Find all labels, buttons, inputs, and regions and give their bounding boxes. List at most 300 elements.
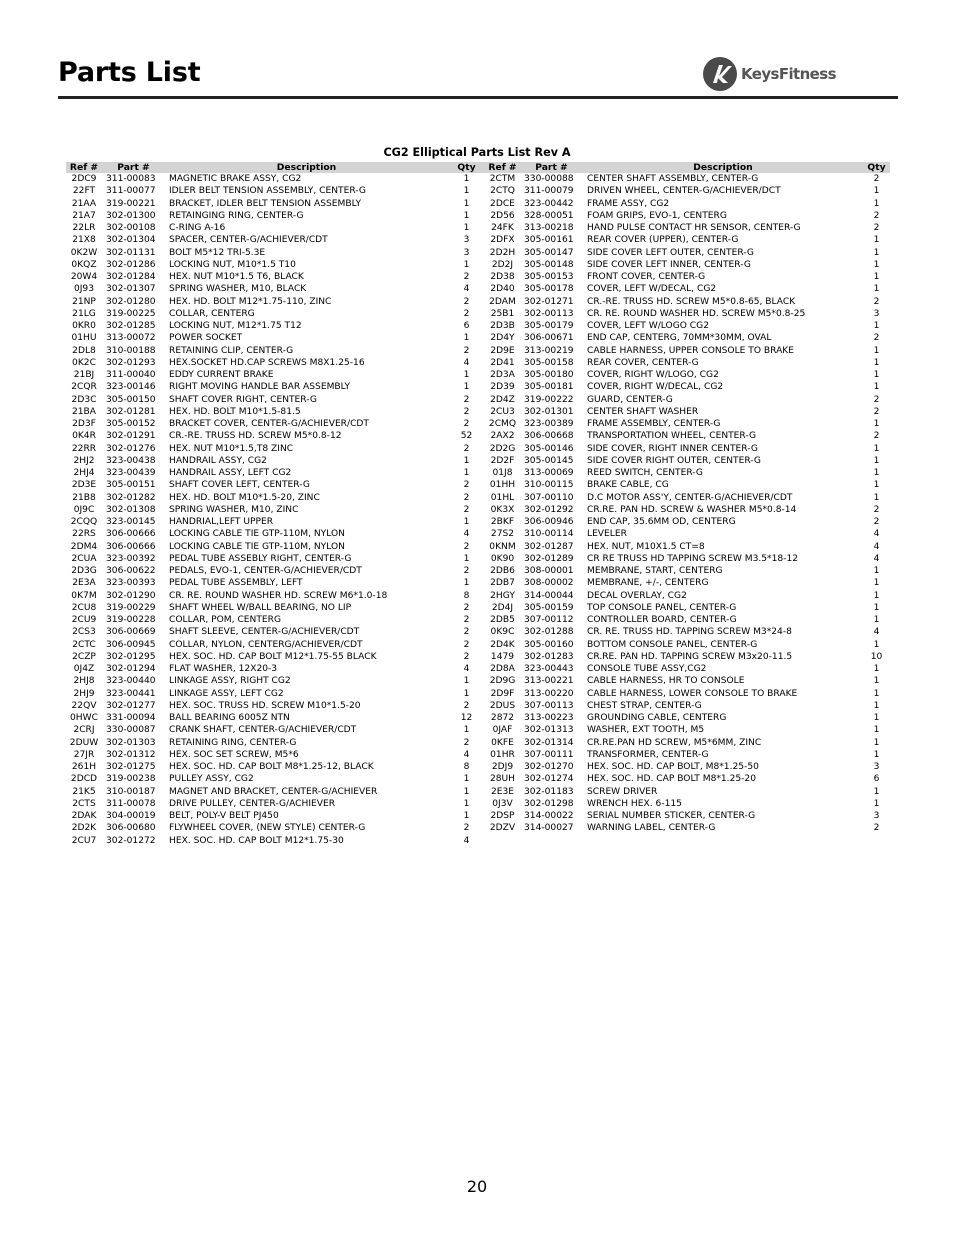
description-cell: SIDE COVER LEFT INNER, CENTER-G: [587, 259, 751, 270]
ref-number-cell: 27JR: [73, 749, 95, 760]
ref-number-cell: 2DB6: [490, 566, 515, 576]
table-row: [66, 296, 890, 308]
quantity-cell: 2: [463, 296, 470, 307]
ref-number-cell: 2D3F: [72, 419, 96, 429]
part-number-cell: 305-00146: [524, 443, 574, 454]
quantity-cell: 4: [463, 357, 470, 368]
ref-number-cell: 2D9F: [490, 688, 515, 699]
keys-fitness-logo-icon: [702, 56, 738, 92]
ref-number-cell: 2DUW: [69, 737, 99, 748]
quantity-cell: 2: [463, 566, 470, 576]
quantity-cell: 1: [463, 468, 470, 478]
table-row: [66, 663, 890, 675]
ref-number-cell: 0KQZ: [71, 259, 97, 270]
part-number-cell: 330-00088: [524, 174, 574, 184]
description-cell: RETAINGING RING, CENTER-G: [169, 210, 304, 221]
quantity-cell: 2: [873, 406, 880, 417]
quantity-cell: 2: [463, 394, 470, 405]
quantity-cell: 2: [873, 174, 880, 184]
part-number-cell: 302-01283: [524, 651, 574, 662]
ref-number-cell: 21BJ: [73, 370, 95, 380]
part-number-cell: 306-00666: [106, 541, 156, 552]
ref-number-cell: 2CQQ: [70, 517, 98, 527]
ref-number-cell: 2D2F: [490, 455, 515, 466]
ref-number-cell: 25B1: [490, 308, 515, 319]
ref-number-cell: 2CRJ: [73, 725, 95, 736]
part-number-cell: 306-00668: [524, 431, 574, 442]
description-cell: WASHER, EXT TOOTH, M5: [587, 725, 705, 736]
description-cell: CRANK SHAFT, CENTER-G/ACHIEVER/CDT: [169, 725, 357, 736]
ref-number-cell: 2D40: [490, 284, 515, 295]
description-cell: HEX. HD. BOLT M12*1.75-110, ZINC: [169, 296, 332, 307]
ref-number-cell: 2CTQ: [490, 186, 515, 197]
description-cell: HANDRAIL ASSY, CG2: [169, 455, 267, 466]
ref-number-cell: 22LR: [72, 223, 96, 233]
ref-number-cell: 21NP: [72, 296, 96, 307]
part-number-cell: 306-00666: [106, 529, 156, 540]
description-cell: TOP CONSOLE PANEL, CENTER-G: [587, 602, 737, 613]
quantity-cell: 4: [873, 529, 880, 540]
quantity-cell: 2: [873, 223, 880, 233]
quantity-cell: 2: [463, 737, 470, 748]
ref-number-cell: 2DSP: [490, 811, 515, 821]
quantity-cell: 3: [873, 308, 880, 319]
part-number-cell: 323-00441: [106, 688, 156, 699]
quantity-cell: 1: [873, 664, 880, 674]
description-cell: HEX. NUT M10*1.5,T8 ZINC: [169, 443, 294, 454]
ref-number-cell: 2E3A: [72, 578, 96, 589]
description-cell: FOAM GRIPS, EVO-1, CENTERG: [587, 210, 727, 221]
part-number-cell: 306-00680: [106, 823, 156, 834]
description-cell: BOLT M5*12 TRI-5.3E: [169, 247, 266, 258]
ref-number-cell: 01HR: [490, 749, 515, 760]
description-cell: FRAME ASSEMBLY, CENTER-G: [587, 419, 721, 429]
column-header: Description: [165, 162, 448, 173]
part-number-cell: 302-01287: [524, 541, 574, 552]
ref-number-cell: 2HJ4: [73, 468, 95, 478]
ref-number-cell: 2DJ9: [491, 762, 514, 772]
part-number-cell: 302-01282: [106, 492, 156, 503]
part-number-cell: 305-00160: [524, 639, 574, 650]
column-header: Qty: [863, 162, 890, 173]
quantity-cell: 2: [873, 333, 880, 344]
quantity-cell: 6: [463, 321, 470, 331]
ref-number-cell: 2D56: [490, 210, 515, 221]
ref-number-cell: 1479: [490, 651, 515, 662]
ref-number-cell: 24FK: [491, 223, 514, 233]
description-cell: TRANSPORTATION WHEEL, CENTER-G: [587, 431, 757, 442]
ref-number-cell: 0K9C: [490, 627, 515, 638]
ref-number-cell: 21X8: [72, 235, 96, 246]
description-cell: GROUNDING CABLE, CENTERG: [587, 713, 727, 723]
part-number-cell: 323-00389: [524, 419, 574, 429]
table-row: [66, 467, 890, 479]
ref-number-cell: 2DZV: [489, 823, 516, 834]
table-row: [66, 749, 890, 761]
quantity-cell: 4: [463, 284, 470, 295]
part-number-cell: 302-01303: [106, 737, 156, 748]
ref-number-cell: 2CZP: [72, 651, 96, 662]
description-cell: HANDRAIL ASSY, LEFT CG2: [169, 468, 292, 478]
part-number-cell: 302-01270: [524, 762, 574, 772]
part-number-cell: 305-00148: [524, 259, 574, 270]
ref-number-cell: 2CU3: [490, 406, 515, 417]
part-number-cell: 313-00221: [524, 676, 574, 687]
quantity-cell: 1: [463, 174, 470, 184]
ref-number-cell: 22RS: [72, 529, 96, 540]
quantity-cell: 1: [873, 419, 880, 429]
column-header: Ref #: [485, 162, 520, 173]
part-number-cell: 319-00229: [106, 602, 156, 613]
ref-number-cell: 2CU7: [71, 835, 97, 846]
part-number-cell: 305-00158: [524, 357, 574, 368]
part-number-cell: 319-00221: [106, 198, 156, 209]
quantity-cell: 1: [873, 455, 880, 466]
part-number-cell: 302-01288: [524, 627, 574, 638]
table-row: [66, 700, 890, 712]
part-number-cell: 305-00145: [524, 455, 574, 466]
ref-number-cell: 21AA: [71, 198, 97, 209]
table-row: [66, 737, 890, 749]
table-row: [66, 504, 890, 516]
quantity-cell: 1: [463, 517, 470, 527]
table-row: [66, 724, 890, 736]
description-cell: LINKAGE ASSY, LEFT CG2: [169, 688, 284, 699]
quantity-cell: 1: [463, 455, 470, 466]
part-number-cell: 302-01300: [106, 210, 156, 221]
quantity-cell: 1: [873, 272, 880, 282]
description-cell: PEDAL TUBE ASSEBLY RIGHT, CENTER-G: [169, 553, 352, 564]
description-cell: SIDE COVER LEFT OUTER, CENTER-G: [587, 247, 754, 258]
logo-text: KeysFitness: [741, 65, 836, 83]
part-number-cell: 307-00111: [524, 749, 574, 760]
part-number-cell: 319-00222: [524, 394, 574, 405]
ref-number-cell: 2DAM: [489, 296, 516, 307]
ref-number-cell: 2DUS: [489, 700, 516, 711]
quantity-cell: 1: [873, 578, 880, 589]
column-header: Ref #: [66, 162, 102, 173]
description-cell: [583, 835, 863, 847]
quantity-cell: 1: [463, 382, 470, 393]
description-cell: FLYWHEEL COVER, (NEW STYLE) CENTER-G: [169, 823, 366, 834]
quantity-cell: 4: [873, 627, 880, 638]
ref-number-cell: 2D3E: [71, 480, 97, 491]
description-cell: CR.RE.PAN HD SCREW, M5*6MM, ZINC: [587, 737, 762, 748]
part-number-cell: 302-01131: [106, 247, 156, 258]
quantity-cell: 1: [873, 676, 880, 687]
part-number-cell: 302-01294: [106, 664, 156, 674]
ref-number-cell: 0K90: [490, 553, 515, 564]
ref-number-cell: 2D4K: [490, 639, 515, 650]
quantity-cell: 1: [873, 357, 880, 368]
part-number-cell: 311-00040: [106, 370, 156, 380]
description-cell: COVER, LEFT W/DECAL, CG2: [587, 284, 717, 295]
part-number-cell: 307-00112: [524, 615, 574, 625]
part-number-cell: 302-01304: [106, 235, 156, 246]
description-cell: RIGHT MOVING HANDLE BAR ASSEMBLY: [169, 382, 351, 393]
quantity-cell: 1: [873, 590, 880, 601]
table-row: [66, 810, 890, 822]
quantity-cell: 1: [873, 639, 880, 650]
ref-number-cell: 2DC9: [71, 174, 97, 184]
ref-number-cell: 2D9G: [489, 676, 516, 687]
description-cell: COLLAR, POM, CENTERG: [169, 615, 282, 625]
part-number-cell: 310-00187: [106, 786, 156, 797]
quantity-cell: 4: [873, 553, 880, 564]
ref-number-cell: 22FT: [72, 186, 96, 197]
description-cell: RETAINING RING, CENTER-G: [169, 737, 297, 748]
description-cell: BRACKET COVER, CENTER-G/ACHIEVER/CDT: [169, 419, 369, 429]
table-row: [66, 369, 890, 381]
part-number-cell: 302-01276: [106, 443, 156, 454]
table-row: [66, 761, 890, 773]
description-cell: BELT, POLY-V BELT PJ450: [169, 811, 279, 821]
ref-number-cell: 2D8A: [490, 664, 515, 674]
quantity-cell: 2: [463, 406, 470, 417]
part-number-cell: 328-00051: [524, 210, 574, 221]
part-number-cell: 306-00669: [106, 627, 156, 638]
quantity-cell: 2: [463, 602, 470, 613]
description-cell: WRENCH HEX. 6-115: [587, 798, 682, 809]
table-row: [66, 492, 890, 504]
quantity-cell: 1: [873, 700, 880, 711]
description-cell: HEX. SOC. HD. CAP BOLT M8*1.25-20: [587, 774, 756, 785]
description-cell: HEX.SOCKET HD.CAP SCREWS M8X1.25-16: [169, 357, 365, 368]
ref-number-cell: 2DCE: [490, 198, 515, 209]
description-cell: MEMBRANE, START, CENTERG: [587, 566, 723, 576]
description-cell: MAGNET AND BRACKET, CENTER-G/ACHIEVER: [169, 786, 378, 797]
quantity-cell: 1: [873, 321, 880, 331]
part-number-cell: 302-01295: [106, 651, 156, 662]
description-cell: HEX. SOC. HD. CAP BOLT M12*1.75-55 BLACK: [169, 651, 377, 662]
description-cell: HEX. SOC. HD. CAP BOLT M8*1.25-12, BLACK: [169, 762, 374, 772]
part-number-cell: 311-00083: [106, 174, 156, 184]
ref-number-cell: 2D41: [490, 357, 515, 368]
part-number-cell: 302-00108: [106, 223, 156, 233]
description-cell: POWER SOCKET: [169, 333, 243, 344]
ref-number-cell: 0J9C: [73, 504, 95, 515]
ref-number-cell: 21B8: [72, 492, 96, 503]
quantity-cell: 2: [463, 541, 470, 552]
description-cell: CR.-RE. TRUSS HD. SCREW M5*0.8-12: [169, 431, 342, 442]
ref-number-cell: 2D2J: [491, 259, 514, 270]
part-number-cell: 306-00946: [524, 517, 574, 527]
ref-number-cell: 261H: [71, 762, 97, 772]
table-row: [66, 185, 890, 197]
part-number-cell: 302-01291: [106, 431, 156, 442]
table-row: [66, 381, 890, 393]
description-cell: HEX. SOC SET SCREW, M5*6: [169, 749, 299, 760]
quantity-cell: 4: [463, 749, 470, 760]
part-number-cell: 313-00219: [524, 345, 574, 356]
ref-number-cell: 01HH: [489, 480, 516, 491]
table-row: [66, 773, 890, 785]
quantity-cell: 2: [463, 480, 470, 491]
quantity-cell: 2: [873, 296, 880, 307]
description-cell: SERIAL NUMBER STICKER, CENTER-G: [587, 811, 756, 821]
ref-number-cell: 2CU9: [71, 615, 97, 625]
ref-number-cell: 27S2: [490, 529, 515, 540]
ref-number-cell: 2CU8: [71, 602, 97, 613]
description-cell: CR. RE. TRUSS HD. TAPPING SCREW M3*24-8: [587, 627, 792, 638]
part-number-cell: 306-00671: [524, 333, 574, 344]
column-header: Part #: [102, 162, 165, 173]
description-cell: HEX. SOC. HD. CAP BOLT, M8*1.25-50: [587, 762, 759, 772]
quantity-cell: 1: [873, 235, 880, 246]
table-row: [66, 418, 890, 430]
description-cell: LOCKING NUT, M10*1.5 T10: [169, 259, 296, 270]
table-row: [66, 602, 890, 614]
description-cell: SHAFT COVER RIGHT, CENTER-G: [169, 394, 317, 405]
quantity-cell: 1: [463, 676, 470, 687]
ref-number-cell: 0J3V: [492, 798, 513, 809]
ref-number-cell: 2CQR: [71, 382, 97, 393]
table-row: [66, 675, 890, 687]
description-cell: SCREW DRIVER: [587, 786, 658, 797]
quantity-cell: 1: [463, 210, 470, 221]
part-number-cell: 323-00443: [524, 664, 574, 674]
part-number-cell: 310-00115: [524, 480, 574, 491]
quantity-cell: [863, 835, 890, 847]
ref-number-cell: 0K2W: [70, 247, 98, 258]
quantity-cell: 1: [873, 370, 880, 380]
page-number: 20: [466, 1177, 488, 1196]
part-number-cell: 314-00022: [524, 811, 574, 821]
description-cell: CR RE TRUSS HD TAPPING SCREW M3.5*18-12: [587, 553, 799, 564]
ref-number-cell: 0J4Z: [73, 664, 95, 674]
description-cell: LOCKING NUT, M12*1.75 T12: [169, 321, 302, 331]
part-number-cell: 314-00044: [524, 590, 574, 601]
ref-number-cell: 2DB5: [490, 615, 515, 625]
part-number-cell: 302-01271: [524, 296, 574, 307]
ref-number-cell: 0JAF: [492, 725, 513, 736]
ref-number-cell: 2HJ9: [73, 688, 95, 699]
quantity-cell: 3: [463, 247, 470, 258]
ref-number-cell: 2872: [490, 713, 515, 723]
quantity-cell: 3: [873, 762, 880, 772]
part-number-cell: 319-00225: [106, 308, 156, 319]
quantity-cell: 6: [873, 774, 880, 785]
quantity-cell: 1: [873, 749, 880, 760]
table-row: [66, 210, 890, 222]
part-number-cell: 307-00113: [524, 700, 574, 711]
description-cell: HEX. NUT, M10X1.5 CT=8: [587, 541, 705, 552]
description-cell: COLLAR, CENTERG: [169, 308, 255, 319]
quantity-cell: 1: [463, 223, 470, 233]
part-number-cell: 302-01284: [106, 272, 156, 282]
quantity-cell: 2: [463, 700, 470, 711]
table-row: [66, 332, 890, 344]
ref-number-cell: 22QV: [71, 700, 97, 711]
description-cell: LEVELER: [587, 529, 627, 540]
description-cell: CONSOLE TUBE ASSY,CG2: [587, 664, 707, 674]
table-row: [66, 271, 890, 283]
ref-number-cell: 0K2C: [72, 357, 96, 368]
part-number-cell: 323-00392: [106, 553, 156, 564]
description-cell: SIDE COVER, RIGHT INNER CENTER-G: [587, 443, 758, 454]
table-row: [66, 198, 890, 210]
description-cell: PEDALS, EVO-1, CENTER-G/ACHIEVER/CDT: [169, 566, 362, 576]
ref-number-cell: 2CS3: [72, 627, 96, 638]
column-header: Part #: [520, 162, 583, 173]
quantity-cell: 1: [463, 798, 470, 809]
quantity-cell: 10: [870, 651, 883, 662]
part-number-cell: 305-00179: [524, 321, 574, 331]
description-cell: SHAFT SLEEVE, CENTER-G/ACHIEVER/CDT: [169, 627, 360, 638]
part-number-cell: 302-01307: [106, 284, 156, 295]
part-number-cell: 307-00110: [524, 492, 574, 503]
quantity-cell: 2: [873, 394, 880, 405]
ref-number-cell: 2D4J: [491, 602, 514, 613]
quantity-cell: 4: [873, 541, 880, 552]
ref-number-cell: 2D39: [490, 382, 515, 393]
table-header-row: [66, 162, 890, 173]
quantity-cell: 1: [463, 553, 470, 564]
description-cell: SHAFT WHEEL W/BALL BEARING, NO LIP: [169, 602, 352, 613]
quantity-cell: 2: [463, 345, 470, 356]
part-number-cell: 302-01183: [524, 786, 574, 797]
part-number-cell: 313-00223: [524, 713, 574, 723]
quantity-cell: 1: [873, 186, 880, 197]
description-cell: CABLE HARNESS, LOWER CONSOLE TO BRAKE: [587, 688, 798, 699]
part-number-cell: 302-01308: [106, 504, 156, 515]
quantity-cell: 1: [463, 786, 470, 797]
part-number-cell: 323-00439: [106, 468, 156, 478]
part-number-cell: 311-00077: [106, 186, 156, 197]
quantity-cell: 1: [873, 345, 880, 356]
part-number-cell: 302-01280: [106, 296, 156, 307]
description-cell: TRANSFORMER, CENTER-G: [587, 749, 709, 760]
part-number-cell: 323-00145: [106, 517, 156, 527]
quantity-cell: 52: [460, 431, 473, 442]
ref-number-cell: 2HJ8: [73, 676, 95, 687]
description-cell: REAR COVER, CENTER-G: [587, 357, 699, 368]
quantity-cell: 1: [463, 333, 470, 344]
ref-number-cell: 0HWC: [70, 713, 98, 723]
quantity-cell: 1: [873, 713, 880, 723]
table-row: [66, 565, 890, 577]
parts-table-body: [66, 173, 890, 847]
part-number-cell: 305-00151: [106, 480, 156, 491]
description-cell: BOTTOM CONSOLE PANEL, CENTER-G: [587, 639, 758, 650]
quantity-cell: 2: [873, 823, 880, 834]
ref-number-cell: 0K3X: [490, 504, 515, 515]
part-number-cell: 305-00147: [524, 247, 574, 258]
part-number-cell: 323-00438: [106, 455, 156, 466]
table-row: [66, 553, 890, 565]
part-number-cell: 302-01277: [106, 700, 156, 711]
quantity-cell: 1: [873, 198, 880, 209]
description-cell: END CAP, 35.6MM OD, CENTERG: [587, 517, 736, 527]
table-row: [66, 639, 890, 651]
part-number-cell: 302-01289: [524, 553, 574, 564]
part-number-cell: 314-00027: [524, 823, 574, 834]
description-cell: CHEST STRAP, CENTER-G: [587, 700, 702, 711]
description-cell: D.C MOTOR ASS'Y, CENTER-G/ACHIEVER/CDT: [587, 492, 793, 503]
description-cell: HEX. NUT M10*1.5 T6, BLACK: [169, 272, 304, 282]
description-cell: FLAT WASHER, 12X20-3: [169, 664, 278, 674]
description-cell: DRIVEN WHEEL, CENTER-G/ACHIEVER/DCT: [587, 186, 781, 197]
description-cell: HEX. SOC. HD. CAP BOLT M12*1.75-30: [169, 835, 344, 846]
description-cell: BRAKE CABLE, CG: [587, 480, 669, 491]
quantity-cell: 1: [873, 737, 880, 748]
description-cell: CR. RE. ROUND WASHER HD. SCREW M6*1.0-18: [169, 590, 388, 601]
ref-number-cell: 2D4Z: [490, 394, 515, 405]
part-number-cell: 302-01293: [106, 357, 156, 368]
part-number-cell: 311-00078: [106, 798, 156, 809]
table-row: [66, 406, 890, 418]
description-cell: CENTER SHAFT ASSEMBLY, CENTER-G: [587, 174, 759, 184]
